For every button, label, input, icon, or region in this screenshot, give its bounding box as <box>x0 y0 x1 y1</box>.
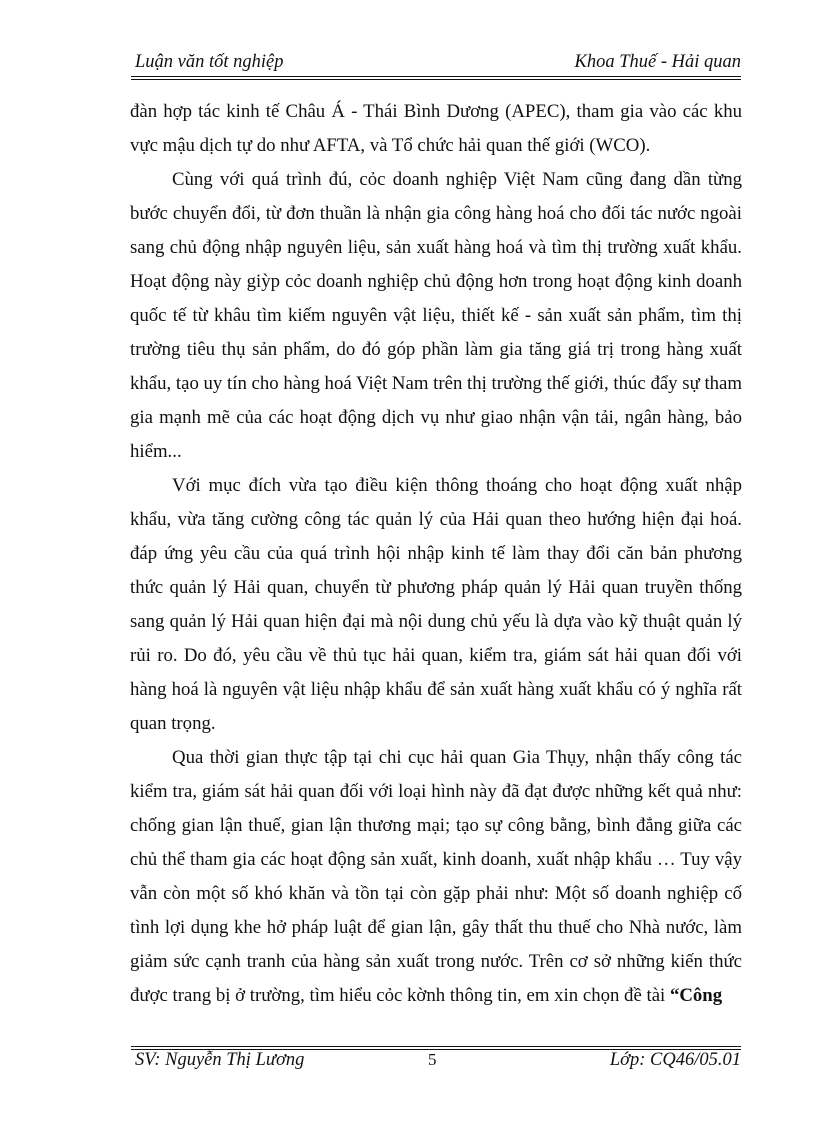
paragraph-4-bold-title: “Công <box>669 985 723 1006</box>
header-thesis-label: Luận văn tốt nghiệp <box>135 52 284 72</box>
body-text <box>130 95 742 1013</box>
footer-student-name: SV: Nguyễn Thị Lương <box>135 1050 305 1070</box>
footer-rule-inner <box>131 1046 741 1047</box>
page-header <box>131 52 741 76</box>
page-footer <box>131 1050 741 1074</box>
paragraph-2: Cùng với quá trình đú, cỏc doanh nghiệp Việt Nam cũng đang dần từng bước chuyển đổi, từ đơn thuần là nhận gia công hàng hoá cho đối tác nước ngoài sang chủ động nhập nguyên liệu, sản xuất hàng hoá và tìm thị trường xuất khẩu. Hoạt động này giỳp cỏc doanh nghiệp chủ động hơn trong hoạt động kinh doanh quốc tế từ khâu tìm kiếm nguyên vật liệu, thiết kế - sản xuất sản phẩm, tìm thị trường tiêu thụ sản phẩm, do đó góp phần làm gia tăng giá trị trong hàng xuất khẩu, tạo uy tín cho hàng hoá Việt Nam trên thị trường thế giới, thúc đẩy sự tham gia mạnh mẽ của các hoạt động dịch vụ như giao nhận vận tải, ngân hàng, bảo hiểm... <box>130 169 742 462</box>
paragraph-3: Với mục đích vừa tạo điều kiện thông thoáng cho hoạt động xuất nhập khẩu, vừa tăng cường công tác quản lý của Hải quan theo hướng hiện đại hoá. đáp ứng yêu cầu của quá trình hội nhập kinh tế làm thay đổi căn bản phương thức quản lý Hải quan, chuyển từ phương pháp quản lý Hải quan truyền thống sang quản lý Hải quan hiện đại mà nội dung chủ yếu là dựa vào kỹ thuật quản lý rủi ro. Do đó, yêu cầu về thủ tục hải quan, kiểm tra, giám sát hải quan đối với hàng hoá là nguyên vật liệu nhập khẩu để sản xuất hàng xuất khẩu có ý nghĩa rất quan trọng. <box>130 475 742 734</box>
footer-class-code: Lớp: CQ46/05.01 <box>609 1050 741 1070</box>
paragraph-4 <box>130 741 742 1013</box>
paragraph-1: đàn hợp tác kinh tế Châu Á - Thái Bình Dương (APEC), tham gia vào các khu vực mậu dịch tự do như AFTA, và Tổ chức hải quan thế giới (WCO). <box>130 101 742 156</box>
header-rule <box>131 76 741 77</box>
header-rule-inner <box>131 79 741 80</box>
header-faculty-label: Khoa Thuế - Hải quan <box>574 52 741 72</box>
paragraph-4-text: Qua thời gian thực tập tại chi cục hải quan Gia Thụy, nhận thấy công tác kiểm tra, giám sát hải quan đối với loại hình này đã đạt được những kết quả như: chống gian lận thuế, gian lận thương mại; tạo sự công bằng, bình đẳng giữa các chủ thể tham gia các hoạt động sản xuất, kinh doanh, xuất nhập khẩu … Tuy vậy vẫn còn một số khó khăn và tồn tại còn gặp phải như: Một số doanh nghiệp cố tình lợi dụng khe hở pháp luật để gian lận, gây thất thu thuế cho Nhà nước, làm giảm sức cạnh tranh của hàng sản xuất trong nước. Trên cơ sở những kiến thức được trang bị ở trường, tìm hiểu cỏc kờnh thông tin, em xin chọn đề tài <box>130 747 742 1006</box>
page-number: 5 <box>428 1050 437 1069</box>
